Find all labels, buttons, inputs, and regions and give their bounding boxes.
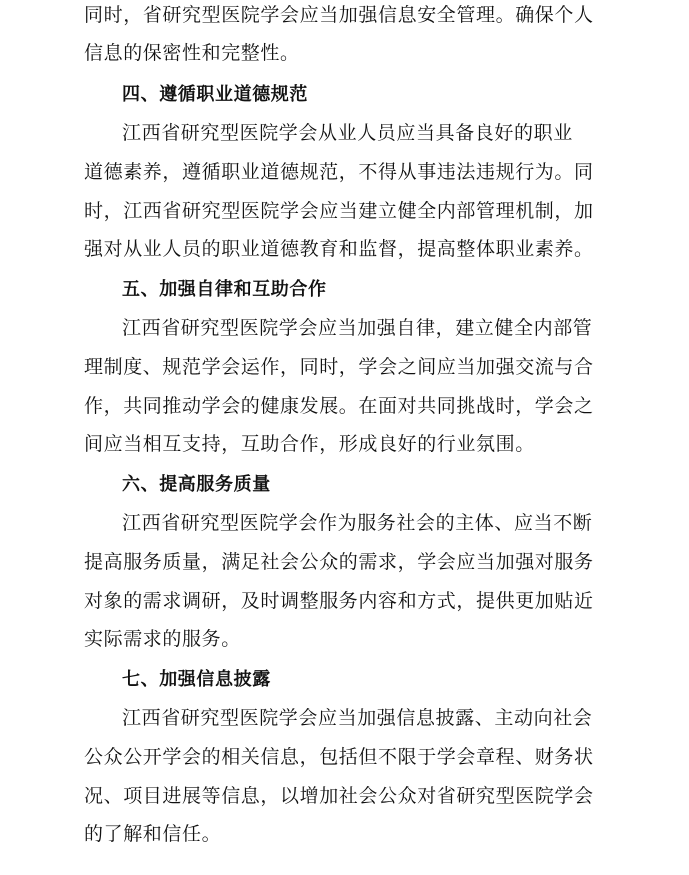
paragraph-line: 公众公开学会的相关信息，包括但不限于学会章程、财务状 bbox=[84, 746, 594, 768]
paragraph-line: 江西省研究型医院学会从业人员应当具备良好的职业 bbox=[122, 122, 573, 144]
paragraph-line: 的了解和信任。 bbox=[84, 823, 222, 845]
section-heading: 五、加强自律和互助合作 bbox=[122, 279, 327, 300]
section-heading: 四、遵循职业道德规范 bbox=[122, 84, 308, 105]
paragraph-line: 江西省研究型医院学会应当加强信息披露、主动向社会 bbox=[122, 707, 593, 729]
paragraph-line: 时，江西省研究型医院学会应当建立健全内部管理机制，加 bbox=[84, 200, 594, 222]
section-heading: 六、提高服务质量 bbox=[122, 474, 271, 495]
paragraph-line: 提高服务质量，满足社会公众的需求，学会应当加强对服务 bbox=[84, 551, 594, 573]
paragraph-line: 强对从业人员的职业道德教育和监督，提高整体职业素养。 bbox=[84, 238, 594, 260]
paragraph-line: 同时，省研究型医院学会应当加强信息安全管理。确保个人 bbox=[84, 4, 594, 26]
section-heading: 七、加强信息披露 bbox=[122, 669, 271, 690]
paragraph-line: 理制度、规范学会运作，同时，学会之间应当加强交流与合 bbox=[84, 356, 594, 378]
paragraph-line: 间应当相互支持，互助合作，形成良好的行业氛围。 bbox=[84, 433, 535, 455]
paragraph-line: 信息的保密性和完整性。 bbox=[84, 42, 300, 64]
paragraph-line: 况、项目进展等信息，以增加社会公众对省研究型医院学会 bbox=[84, 785, 594, 807]
paragraph-line: 道德素养，遵循职业道德规范，不得从事违法违规行为。同 bbox=[84, 161, 594, 183]
paragraph-line: 江西省研究型医院学会应当加强自律，建立健全内部管 bbox=[122, 317, 593, 339]
paragraph-line: 实际需求的服务。 bbox=[84, 628, 241, 650]
paragraph-line: 对象的需求调研，及时调整服务内容和方式，提供更加贴近 bbox=[84, 590, 594, 612]
paragraph-line: 作，共同推动学会的健康发展。在面对共同挑战时，学会之 bbox=[84, 395, 594, 417]
paragraph-line: 江西省研究型医院学会作为服务社会的主体、应当不断 bbox=[122, 512, 593, 534]
